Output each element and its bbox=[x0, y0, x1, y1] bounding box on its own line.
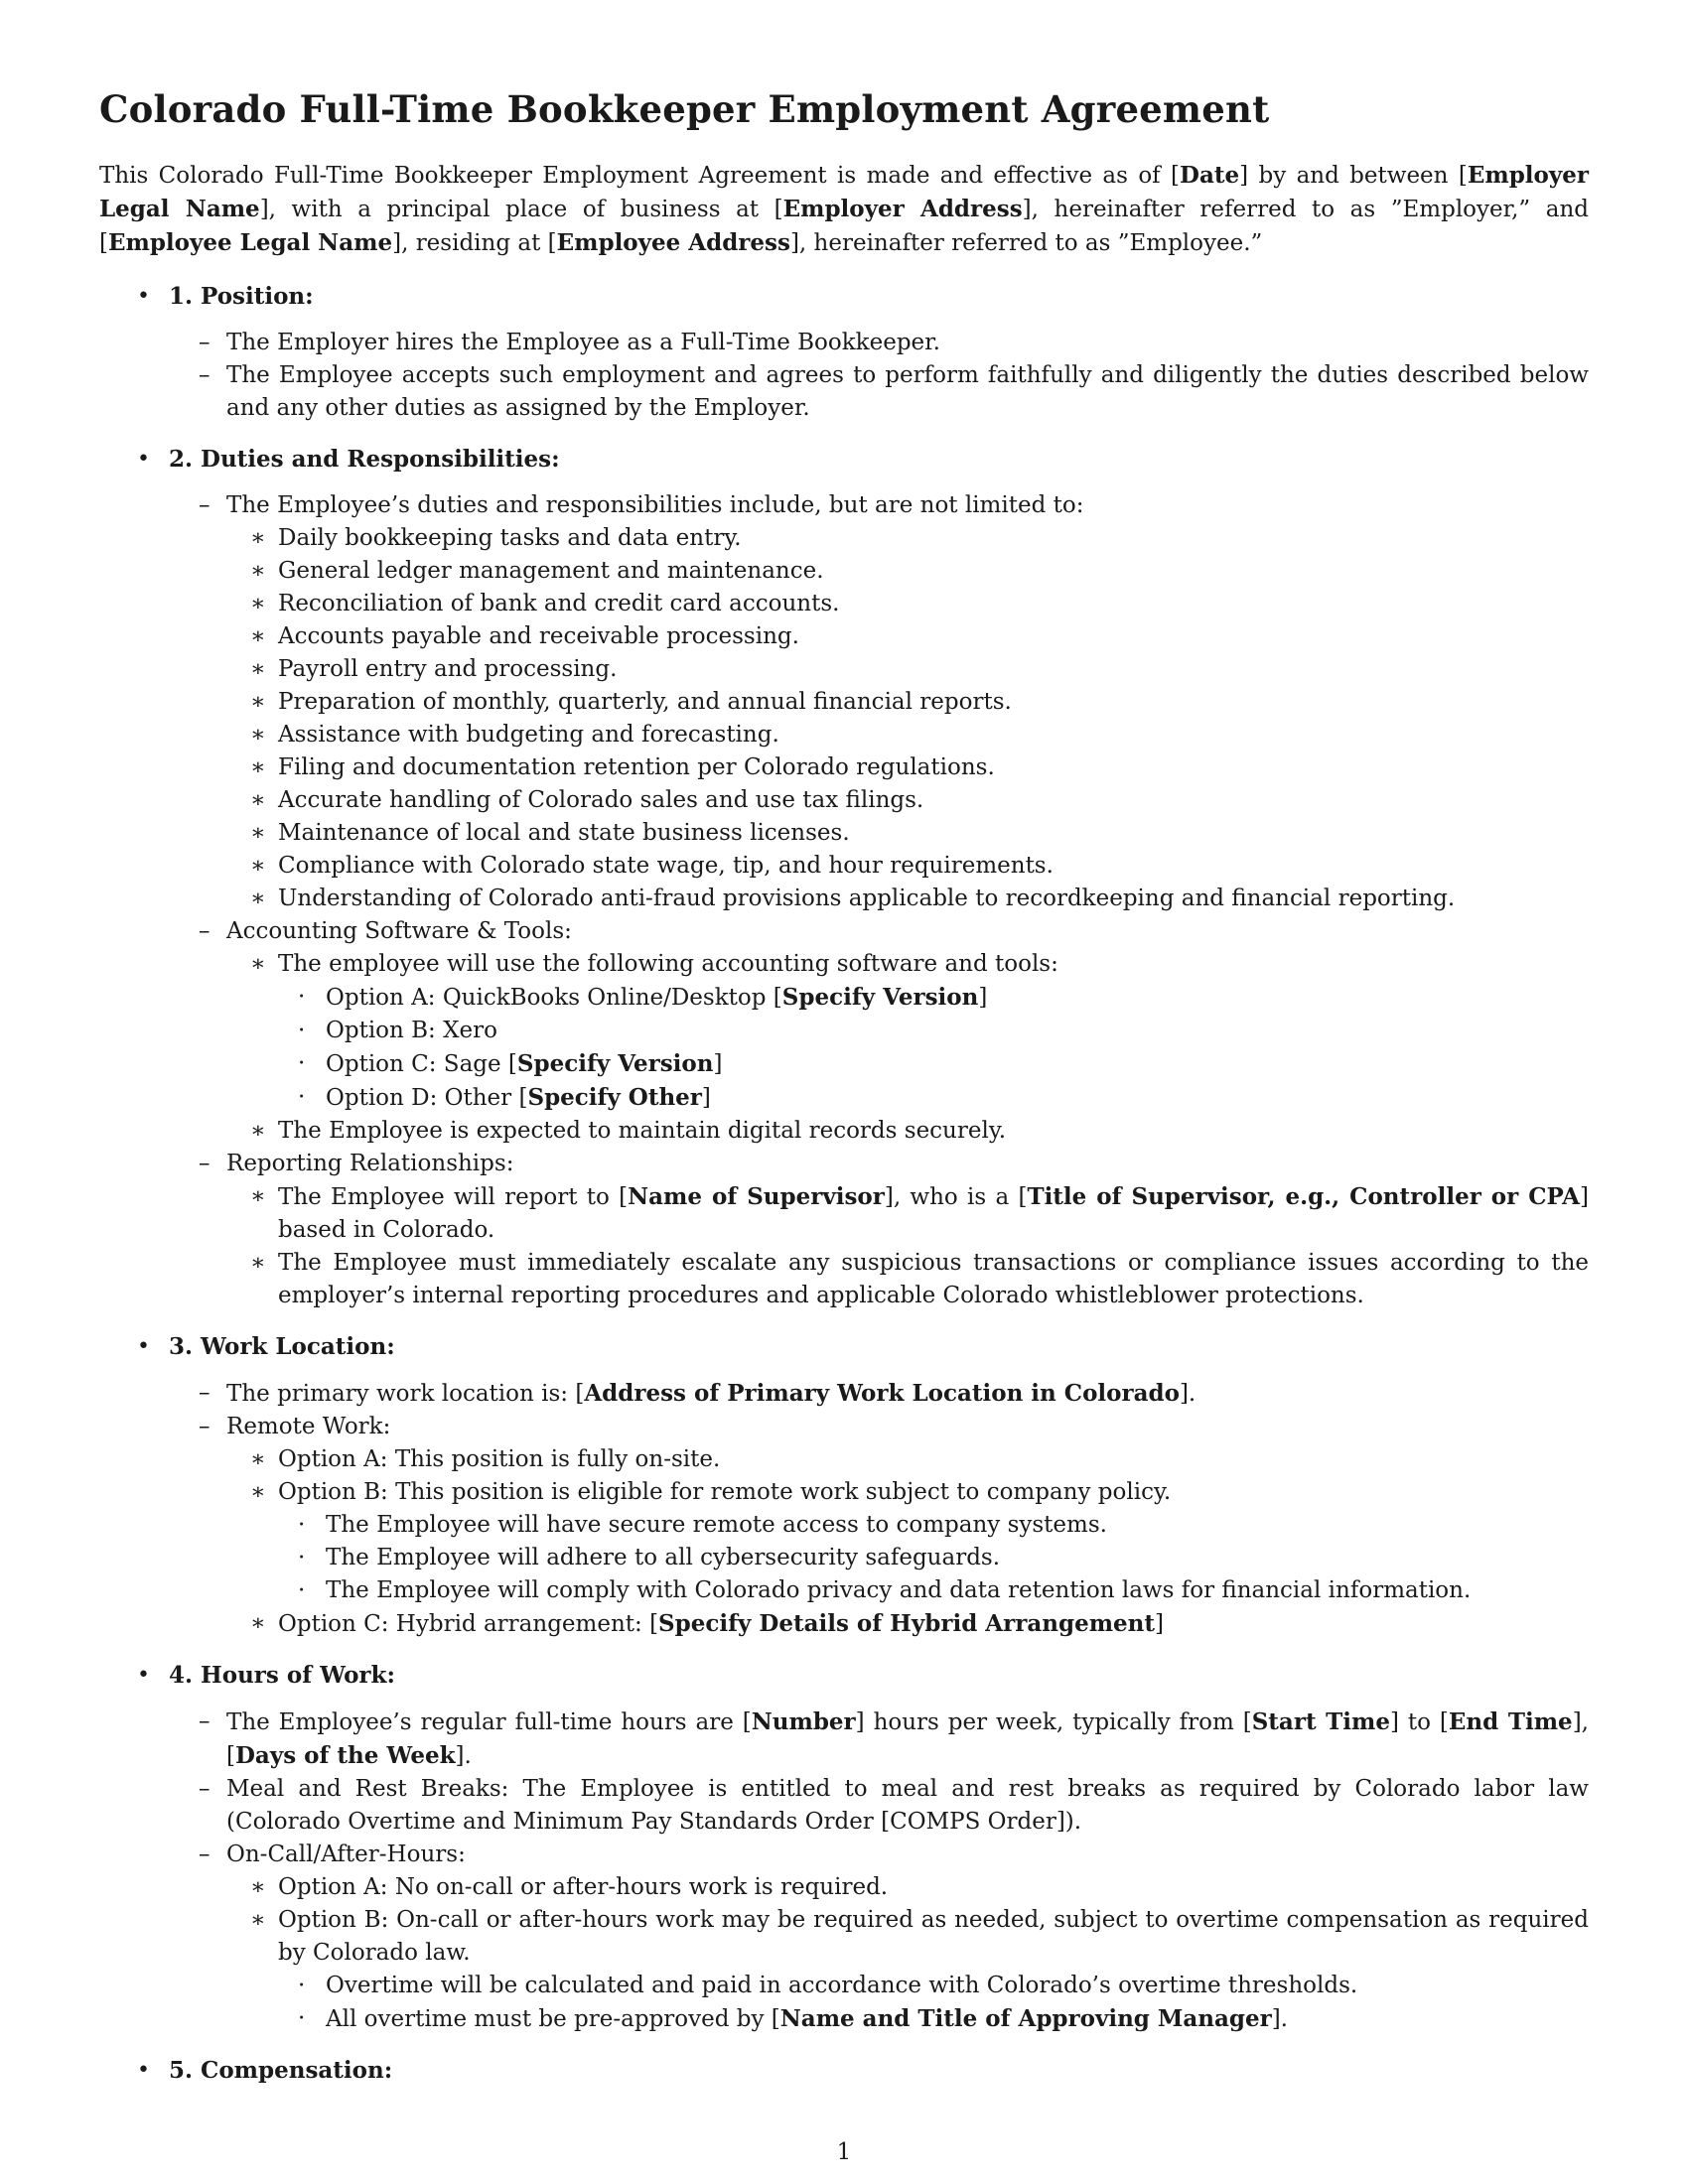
list-item: – Reporting Relationships: ∗ The Employee will report to [Name of Supervisor], who is a [Title of Supervisor, e.g., Controller or CPA] based in Colorado. ∗ The Employee must immediately escalate any suspicious transactions or compliance issues according to the employer’s internal reporting procedures and applicable Colorado whistleblower protections. bbox=[169, 1148, 1589, 1312]
list-item: ∗ The Employee must immediately escalate any suspicious transactions or compliance issues according to the employer’s internal reporting procedures and applicable Colorado whistleblower protections. bbox=[250, 1250, 1589, 1308]
section-work-location bbox=[99, 1330, 1589, 1641]
list-item: · Option C: Sage [Specify Version] bbox=[298, 1050, 723, 1077]
document-title: Colorado Full-Time Bookkeeper Employment Agreement bbox=[99, 87, 1270, 131]
bullet-icon: • bbox=[137, 2058, 150, 2083]
list-item: ∗ Reconciliation of bank and credit card accounts. bbox=[250, 591, 840, 616]
list-item: – Remote Work: ∗ Option A: This position is fully on-site. ∗ Option B: This position is eligible for remote work subject to company policy. · The Employee will have secure remote access to company systems. · The Employee will adhere to all cybersecurity safeguards. · The Employee will comply with Colorado privacy and data retention laws for financial information. ∗ Option C: Hybrid arrangement: [Specify Details of Hybrid Arrangement] bbox=[169, 1411, 1589, 1641]
section-heading: 1. Position: bbox=[169, 283, 314, 310]
section-heading: 2. Duties and Responsibilities: bbox=[169, 446, 560, 473]
section-hours bbox=[99, 1659, 1589, 2036]
section-heading: 5. Compensation: bbox=[169, 2057, 393, 2084]
list-item: ∗ Accounts payable and receivable processing. bbox=[250, 623, 799, 649]
section-heading: 3. Work Location: bbox=[169, 1333, 395, 1360]
section-position bbox=[99, 280, 1589, 425]
list-item: · Overtime will be calculated and paid in accordance with Colorado’s overtime thresholds. bbox=[298, 1973, 1358, 1998]
list-item: – The Employee’s regular full-time hours are [Number] hours per week, typically from [Start Time] to [End Time], [Days of the Week]. bbox=[199, 1708, 1589, 1769]
list-item: · The Employee will adhere to all cybersecurity safeguards. bbox=[298, 1545, 1001, 1570]
list-item: · Option B: Xero bbox=[298, 1018, 497, 1043]
list-item: ∗ Preparation of monthly, quarterly, and annual financial reports. bbox=[250, 689, 1012, 715]
list-item: · The Employee will comply with Colorado privacy and data retention laws for financial information. bbox=[298, 1577, 1472, 1603]
list-item: – On-Call/After-Hours: ∗ Option A: No on-call or after-hours work is required. ∗ Option B: On-call or after-hours work may be required as needed, subject to overtime compensation as required by Colorado law. · Overtime will be calculated and paid in accordance with Colorado’s overtime thresholds. · All overtime must be pre-approved by [Name and Title of Approving Manager]. bbox=[169, 1839, 1589, 2036]
bullet-icon: • bbox=[137, 1663, 150, 1688]
list-item: ∗ The employee will use the following accounting software and tools: · Option A: QuickBooks Online/Desktop [Specify Version] · Option B: Xero · Option C: Sage [Specify Version] · Option D: Other [Specify Other] bbox=[226, 948, 1589, 1115]
list-item: – The Employee accepts such employment and agrees to perform faithfully and diligently the duties described below and any other duties as assigned by the Employer. bbox=[199, 362, 1589, 421]
bullet-icon: • bbox=[137, 284, 150, 309]
list-item: ∗ Understanding of Colorado anti-fraud provisions applicable to recordkeeping and financial reporting. bbox=[250, 886, 1456, 911]
list-item: ∗ Option B: On-call or after-hours work may be required as needed, subject to overtime compensation as required by Colorado law. · Overtime will be calculated and paid in accordance with Colorado’s overtime thresholds. · All overtime must be pre-approved by [Name and Title of Approving Manager]. bbox=[226, 1904, 1589, 2036]
document-page bbox=[99, 87, 1589, 2105]
section-compensation bbox=[99, 2054, 1589, 2087]
list-item: ∗ The Employee is expected to maintain digital records securely. bbox=[250, 1118, 1007, 1144]
list-item: ∗ General ledger management and maintenance. bbox=[250, 558, 824, 584]
list-item: – Accounting Software & Tools: ∗ The employee will use the following accounting software and tools: · Option A: QuickBooks Online/Desktop [Specify Version] · Option B: Xero · Option C: Sage [Specify Version] · Option D: Other [Specify Other] ∗ The Employee is expected to maintain digital records securely. bbox=[169, 915, 1589, 1148]
list-item: ∗ Compliance with Colorado state wage, tip, and hour requirements. bbox=[250, 853, 1054, 879]
section-duties bbox=[99, 443, 1589, 1312]
list-item: · Option A: QuickBooks Online/Desktop [Specify Version] bbox=[298, 984, 988, 1011]
list-item: ∗ Assistance with budgeting and forecasting. bbox=[250, 722, 779, 748]
list-item: · Option D: Other [Specify Other] bbox=[298, 1084, 711, 1111]
list-item: ∗ Option C: Hybrid arrangement: [Specify Details of Hybrid Arrangement] bbox=[250, 1610, 1165, 1637]
list-item: ∗ Accurate handling of Colorado sales and use tax filings. bbox=[250, 787, 924, 813]
page-number: 1 bbox=[836, 2139, 852, 2165]
list-item: ∗ Payroll entry and processing. bbox=[250, 656, 618, 682]
list-item: · All overtime must be pre-approved by [Name and Title of Approving Manager]. bbox=[298, 2005, 1288, 2032]
list-item: ∗ Option A: No on-call or after-hours work is required. bbox=[250, 1874, 889, 1900]
list-item: ∗ Filing and documentation retention per Colorado regulations. bbox=[250, 754, 995, 780]
bullet-icon: • bbox=[137, 447, 150, 472]
list-item: – The Employee’s duties and responsibilities include, but are not limited to: ∗ Daily bookkeeping tasks and data entry. ∗ General ledger management and maintenance. ∗ Reconciliation of bank and credit card accounts. ∗ Accounts payable and receivable processing. ∗ Payroll entry and processing. ∗ Preparation of monthly, quarterly, and annual financial reports. ∗ Assistance with budgeting and forecasting. ∗ Filing and documentation retention per Colorado regulations. ∗ Accurate handling of Colorado sales and use tax filings. ∗ Maintenance of local and state business licenses. ∗ Compliance with Colorado state wage, tip, and hour requirements. ∗ Understanding of Colorado anti-fraud provisions applicable to recordkeeping and financial reporting. bbox=[169, 489, 1589, 915]
section-heading: 4. Hours of Work: bbox=[169, 1662, 395, 1689]
list-item: ∗ Option B: This position is eligible for remote work subject to company policy. · The Employee will have secure remote access to company systems. · The Employee will adhere to all cybersecurity safeguards. · The Employee will comply with Colorado privacy and data retention laws for financial information. bbox=[226, 1476, 1589, 1607]
list-item: ∗ Maintenance of local and state business licenses. bbox=[250, 820, 850, 846]
intro-paragraph: This Colorado Full-Time Bookkeeper Employment Agreement is made and effective as of [Date] by and between [Employer Legal Name], with a principal place of business at [Employer Address], hereinafter referred to as ”Employer,” and [Employee Legal Name], residing at [Employee Address], hereinafter referred to as ”Employee.” bbox=[99, 162, 1589, 256]
list-item: · The Employee will have secure remote access to company systems. bbox=[298, 1512, 1107, 1538]
bullet-icon: • bbox=[137, 1334, 150, 1359]
list-item: ∗ Option A: This position is fully on-site. bbox=[250, 1446, 721, 1472]
list-item: ∗ The Employee will report to [Name of Supervisor], who is a [Title of Supervisor, e.g., Controller or CPA] based in Colorado. bbox=[250, 1183, 1589, 1243]
list-item: – Meal and Rest Breaks: The Employee is entitled to meal and rest breaks as required by Colorado labor law (Colorado Overtime and Minimum Pay Standards Order [COMPS Order]). bbox=[199, 1776, 1589, 1835]
list-item: – The primary work location is: [Address of Primary Work Location in Colorado]. bbox=[199, 1380, 1196, 1407]
list-item: ∗ Daily bookkeeping tasks and data entry. bbox=[250, 525, 742, 551]
list-item: – The Employer hires the Employee as a Full-Time Bookkeeper. bbox=[199, 330, 940, 355]
